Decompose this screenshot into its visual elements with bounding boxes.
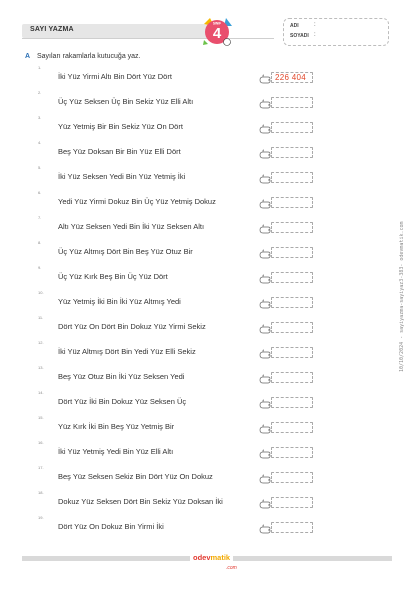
row-number: 19. <box>38 515 44 520</box>
number-words-text: İki Yüz Yetmiş Yedi Bin Yüz Elli Altı <box>58 447 174 456</box>
footer-logo <box>190 553 233 565</box>
number-words-text: Dört Yüz On Dokuz Bin Yirmi İki <box>58 522 164 531</box>
grade-badge-icon <box>200 14 234 48</box>
row-number: 10. <box>38 290 44 295</box>
answer-box[interactable] <box>271 122 313 133</box>
number-words-text: İki Yüz Yirmi Altı Bin Dört Yüz Dört <box>58 72 172 81</box>
row-number: 11. <box>38 315 44 320</box>
row-number: 14. <box>38 390 44 395</box>
answer-box[interactable] <box>271 447 313 458</box>
row-number: 3. <box>38 115 42 120</box>
number-words-text: Yedi Yüz Yirmi Dokuz Bin Üç Yüz Yetmiş Dokuz <box>58 197 216 206</box>
side-watermark-text: 10/10/2024 - sayiyazma-sayiyaz3-383- odevmatik.com <box>399 221 405 372</box>
answer-box[interactable] <box>271 72 313 83</box>
answer-box[interactable] <box>271 322 313 333</box>
answer-text: 226 404 <box>275 73 307 82</box>
answer-box[interactable] <box>271 397 313 408</box>
number-words-text: Dört Yüz İki Bin Dokuz Yüz Seksen Üç <box>58 397 187 406</box>
row-number: 6. <box>38 190 42 195</box>
row-number: 8. <box>38 240 42 245</box>
row-number: 12. <box>38 340 44 345</box>
row-number: 9. <box>38 265 42 270</box>
answer-box[interactable] <box>271 272 313 283</box>
number-words-text: Altı Yüz Seksen Yedi Bin İki Yüz Seksen Altı <box>58 222 205 231</box>
answer-box[interactable] <box>271 222 313 233</box>
answer-box[interactable] <box>271 297 313 308</box>
row-number: 2. <box>38 90 42 95</box>
answer-box[interactable] <box>271 522 313 533</box>
number-words-text: İki Yüz Altmış Dört Bin Yedi Yüz Elli Sekiz <box>58 347 196 356</box>
number-words-text: Yüz Kırk İki Bin Beş Yüz Yetmiş Bir <box>58 422 175 431</box>
number-words-text: İki Yüz Seksen Yedi Bin Yüz Yetmiş İki <box>58 172 186 181</box>
number-words-text: Beş Yüz Seksen Sekiz Bin Dört Yüz On Dokuz <box>58 472 213 481</box>
surname-label: SOYADI <box>290 33 309 39</box>
logo-part-matik: matik <box>210 553 231 562</box>
name-colon: : <box>314 22 316 28</box>
number-words-text: Yüz Yetmiş İki Bin İki Yüz Altmış Yedi <box>58 297 181 306</box>
student-info-box <box>283 18 389 46</box>
row-number: 7. <box>38 215 42 220</box>
answer-box[interactable] <box>271 347 313 358</box>
worksheet-title: SAYI YAZMA <box>30 26 74 33</box>
number-words-text: Yüz Yetmiş Bir Bin Sekiz Yüz On Dört <box>58 122 183 131</box>
answer-box[interactable] <box>271 97 313 108</box>
number-words-text: Beş Yüz Otuz Bin İki Yüz Seksen Yedi <box>58 372 185 381</box>
answer-box[interactable] <box>271 472 313 483</box>
name-label: ADI <box>290 23 299 29</box>
answer-box[interactable] <box>271 497 313 508</box>
row-number: 16. <box>38 440 44 445</box>
number-words-text: Beş Yüz Doksan Bir Bin Yüz Elli Dört <box>58 147 181 156</box>
grade-number: 4 <box>212 25 222 42</box>
answer-box[interactable] <box>271 372 313 383</box>
instruction-text: Sayıları rakamlarla kutucuğa yaz. <box>37 53 141 60</box>
number-words-text: Dokuz Yüz Seksen Dört Bin Sekiz Yüz Doksan İki <box>58 497 223 506</box>
logo-part-odev: odev <box>193 553 211 562</box>
row-number: 17. <box>38 465 44 470</box>
answer-box[interactable] <box>271 247 313 258</box>
answer-box[interactable] <box>271 197 313 208</box>
number-words-text: Üç Yüz Altmış Dört Bin Beş Yüz Otuz Bir <box>58 247 193 256</box>
grade-badge-caption: SINIF <box>212 21 222 26</box>
row-number: 5. <box>38 165 42 170</box>
number-words-text: Dört Yüz On Dört Bin Dokuz Yüz Yirmi Sekiz <box>58 322 206 331</box>
row-number: 13. <box>38 365 44 370</box>
answer-box[interactable] <box>271 172 313 183</box>
logo-suffix: .com <box>226 565 237 571</box>
instruction-letter: A <box>25 53 31 60</box>
row-number: 18. <box>38 490 44 495</box>
header-divider <box>22 38 274 39</box>
row-number: 15. <box>38 415 44 420</box>
answer-box[interactable] <box>271 422 313 433</box>
surname-colon: : <box>314 32 316 38</box>
answer-box[interactable] <box>271 147 313 158</box>
number-words-text: Üç Yüz Seksen Üç Bin Sekiz Yüz Elli Altı <box>58 97 194 106</box>
row-number: 4. <box>38 140 42 145</box>
row-number: 1. <box>38 65 42 70</box>
number-words-text: Üç Yüz Kırk Beş Bin Üç Yüz Dört <box>58 272 168 281</box>
